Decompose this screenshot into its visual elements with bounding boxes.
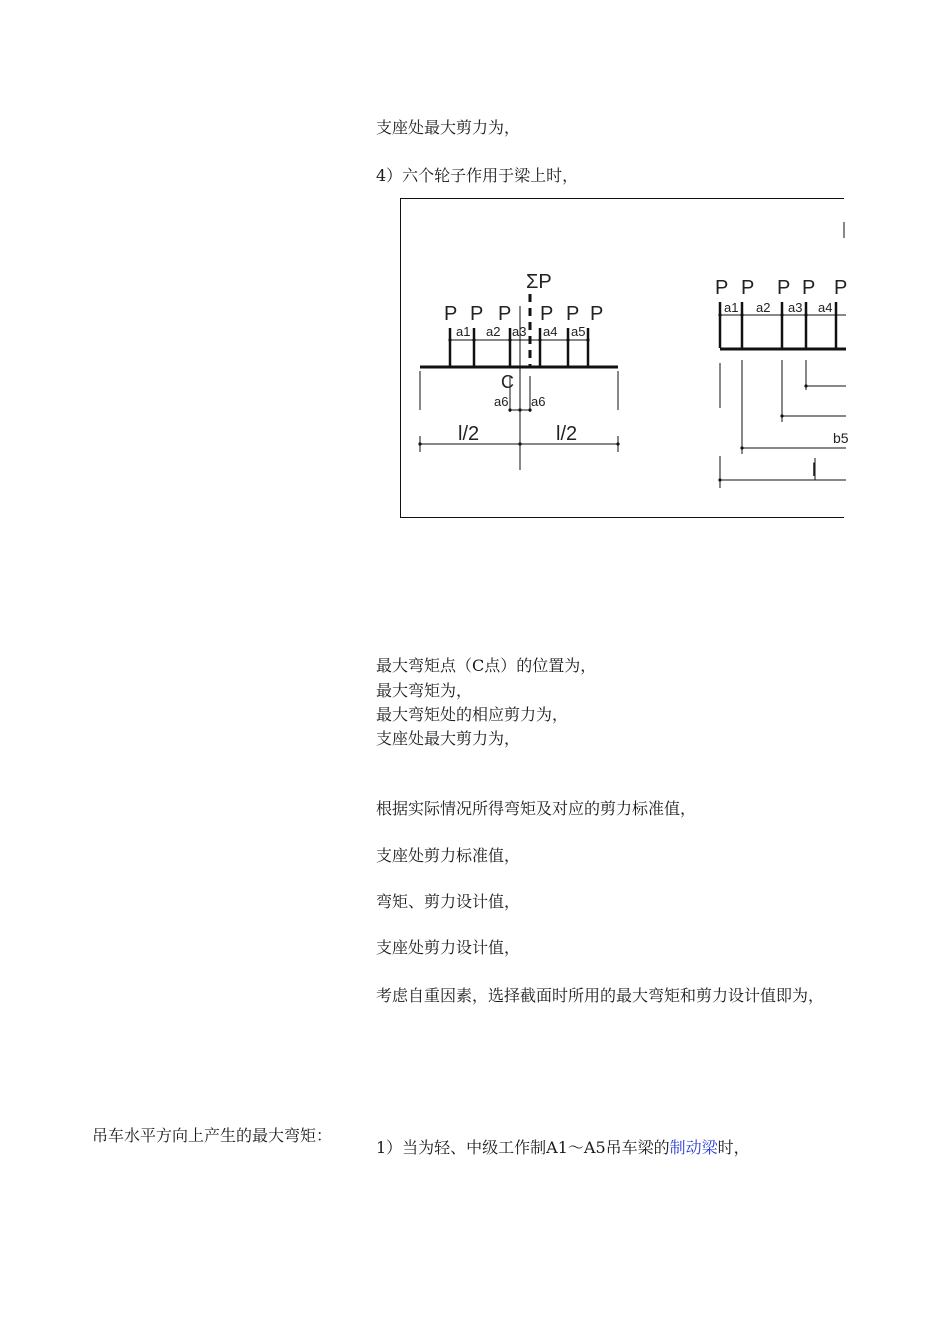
text-support-shear-standard: 支座处剪力标准值，	[376, 846, 521, 865]
label-half-span-right: l/2	[555, 422, 577, 445]
label-a5-left: a5	[570, 323, 585, 339]
label-p-r4: P	[801, 276, 815, 299]
item-1-text-before: 1）当为轻、中级工作制A1～A5吊车梁的	[376, 1138, 670, 1157]
label-p-r1: P	[714, 276, 728, 299]
label-half-span-left: l/2	[457, 422, 479, 445]
label-b5: b5	[832, 429, 849, 446]
label-p-2: P	[469, 302, 483, 325]
text-support-shear-1: 支座处最大剪力为，	[376, 118, 521, 137]
text-support-shear-design: 支座处剪力设计值，	[376, 938, 521, 957]
item-1-text-after: 时，	[717, 1138, 750, 1157]
label-a6-right: a6	[530, 393, 545, 409]
label-p-3: P	[497, 302, 511, 325]
text-six-wheels: 4）六个轮子作用于梁上时，	[376, 166, 579, 185]
label-a3-right: a3	[787, 299, 802, 315]
diagram-svg	[400, 198, 849, 520]
text-support-shear-2: 支座处最大剪力为，	[376, 729, 521, 748]
label-p-6: P	[589, 302, 603, 325]
label-a3-left: a3	[511, 323, 526, 339]
text-c-point-position: 最大弯矩点（C点）的位置为，	[376, 656, 597, 675]
label-p-1: P	[443, 302, 457, 325]
label-a2-left: a2	[485, 323, 500, 339]
label-a1-right: a1	[723, 299, 738, 315]
text-max-moment: 最大弯矩为，	[376, 681, 473, 700]
text-shear-at-max-moment: 最大弯矩处的相应剪力为，	[376, 705, 569, 724]
label-p-4: P	[539, 302, 553, 325]
label-p-r3: P	[776, 276, 790, 299]
brake-beam-link[interactable]: 制动梁	[669, 1138, 718, 1157]
text-standard-values: 根据实际情况所得弯矩及对应的剪力标准值，	[376, 799, 697, 818]
label-a6-left: a6	[493, 393, 508, 409]
text-self-weight: 考虑自重因素，选择截面时所用的最大弯矩和剪力设计值即为，	[376, 986, 825, 1005]
label-a2-right: a2	[755, 299, 770, 315]
text-design-values: 弯矩、剪力设计值，	[376, 892, 521, 911]
label-a1-left: a1	[455, 323, 470, 339]
label-c: C	[500, 371, 514, 392]
left-label-max-horizontal-moment: 吊车水平方向上产生的最大弯矩：	[92, 1126, 333, 1145]
label-span: l	[811, 459, 816, 480]
label-p-5: P	[565, 302, 579, 325]
label-sum-p: ΣP	[525, 270, 552, 293]
item-1-light-medium-duty	[376, 1136, 750, 1160]
label-a4-right: a4	[817, 299, 832, 315]
label-a4-left: a4	[542, 323, 557, 339]
wheel-load-diagram	[400, 198, 849, 518]
label-p-r2: P	[740, 276, 754, 299]
label-p-r5: P	[833, 276, 847, 299]
